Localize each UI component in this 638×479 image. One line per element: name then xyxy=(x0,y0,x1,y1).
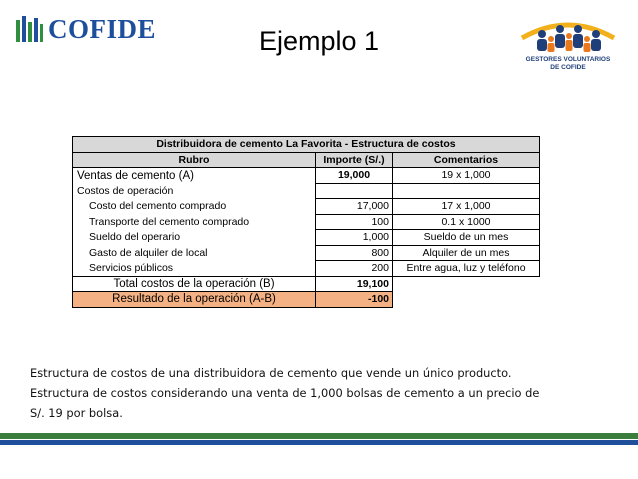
resultado-label: Resultado de la operación (A-B) xyxy=(73,292,316,308)
row-comment: Alquiler de un mes xyxy=(393,245,540,261)
row-amount: 17,000 xyxy=(316,199,393,215)
table-row-resultado xyxy=(73,292,540,308)
total-amount: 19,100 xyxy=(316,276,393,292)
costos-header-label: Costos de operación xyxy=(73,183,316,199)
table-row-total xyxy=(73,276,540,292)
resultado-comment xyxy=(393,292,540,308)
table-caption-row xyxy=(73,137,540,153)
total-comment xyxy=(393,276,540,292)
row-amount: 1,000 xyxy=(316,230,393,246)
row-amount: 100 xyxy=(316,214,393,230)
costos-header-amount xyxy=(316,183,393,199)
description-text xyxy=(30,363,590,423)
total-label: Total costos de la operación (B) xyxy=(73,276,316,292)
row-comment: Sueldo de un mes xyxy=(393,230,540,246)
people-group-icon xyxy=(512,12,624,56)
header-importe: Importe (S/.) xyxy=(316,152,393,168)
ventas-amount: 19,000 xyxy=(316,168,393,184)
description-line: Estructura de costos considerando una venta de 1,000 bolsas de cemento a un precio de xyxy=(30,386,540,400)
row-comment: 0.1 x 1000 xyxy=(393,214,540,230)
row-amount: 200 xyxy=(316,261,393,277)
table-row xyxy=(73,261,540,277)
table-row xyxy=(73,214,540,230)
table-row xyxy=(73,230,540,246)
costos-header-comment xyxy=(393,183,540,199)
footer-blue-bar xyxy=(0,440,638,445)
footer-green-bar xyxy=(0,433,638,439)
row-label: Sueldo del operario xyxy=(73,230,316,246)
header-comentarios: Comentarios xyxy=(393,152,540,168)
table-row xyxy=(73,199,540,215)
table-row xyxy=(73,245,540,261)
row-label: Gasto de alquiler de local xyxy=(73,245,316,261)
row-label: Servicios públicos xyxy=(73,261,316,277)
ventas-comment: 19 x 1,000 xyxy=(393,168,540,184)
cost-structure-table xyxy=(72,136,540,308)
row-amount: 800 xyxy=(316,245,393,261)
description-line: Estructura de costos de una distribuidora de cemento que vende un único producto. xyxy=(30,366,512,380)
row-comment: 17 x 1,000 xyxy=(393,199,540,215)
ventas-label: Ventas de cemento (A) xyxy=(73,168,316,184)
table-row-ventas xyxy=(73,168,540,184)
gestores-voluntarios-logo xyxy=(512,12,624,74)
table-header-row xyxy=(73,152,540,168)
slide-title: Ejemplo 1 xyxy=(258,26,380,56)
description-line: S/. 19 por bolsa. xyxy=(30,406,123,420)
header-rubro: Rubro xyxy=(73,152,316,168)
cofide-logo-text: COFIDE xyxy=(48,14,157,44)
gestores-logo-text: GESTORES VOLUNTARIOS DE COFIDE xyxy=(525,56,611,71)
table-caption: Distribuidora de cemento La Favorita - Estructura de costos xyxy=(73,137,540,153)
row-label: Costo del cemento comprado xyxy=(73,199,316,215)
row-comment: Entre agua, luz y teléfono xyxy=(393,261,540,277)
resultado-amount: -100 xyxy=(316,292,393,308)
table-row-costos-header xyxy=(73,183,540,199)
row-label: Transporte del cemento comprado xyxy=(73,214,316,230)
